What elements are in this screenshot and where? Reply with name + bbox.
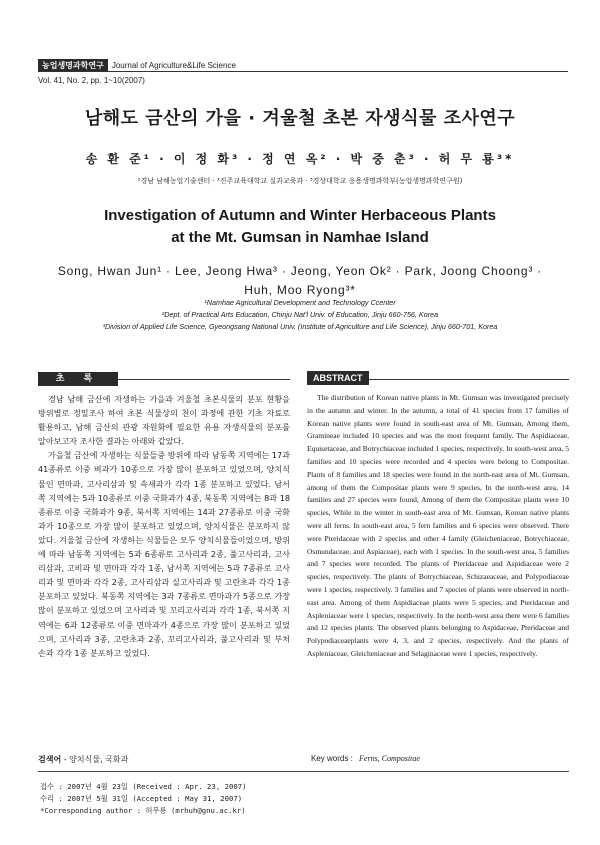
footnote-received: 접수 : 2007년 4월 23일 (Received : Apr. 23, 2007)	[40, 782, 247, 791]
abstract-ko-body	[38, 392, 290, 660]
keywords-ko	[38, 754, 128, 765]
abstract-ko-paragraph-1: 경남 남해 금산에 자생하는 가을과 겨울철 초본식물의 분포 현황을 방위별로 정밀조사 하여 초본 식물상의 천이 과정에 관한 기초 자료로 활용하고, 남해 금산의 관광 자원화에 필요한 유용 자생식물의 분포를 알아보고자 조사한 결과는 아래와 같았다.	[38, 394, 290, 447]
affiliations-en	[30, 297, 570, 333]
keywords-en-label: Key words :	[311, 754, 353, 763]
footnote-accepted: 수리 : 2007년 5월 31일 (Accepted : May 31, 2007)	[40, 794, 243, 804]
abstract-en-header	[307, 366, 569, 392]
footnotes	[40, 781, 560, 818]
paper-title-en	[60, 205, 540, 249]
keywords-en-value: Ferns, Compositae	[359, 754, 420, 763]
authors-en-line2: Huh, Moo Ryong³*	[244, 283, 356, 297]
abstract-ko-label: 초 록	[38, 372, 118, 386]
abstract-en-label: ABSTRACT	[307, 371, 369, 385]
abstract-en-header-bar	[307, 366, 569, 383]
abstract-ko-paragraph-2: 가을철 금산에 자생하는 식물들중 방위에 따라 남동쪽 지역에는 17과 41종류로 이중 벼과가 10종으로 가장 많이 분포하고 있었으며, 양치식물인 면마과, 고사리삼과 및 속새과가 각각 1종 분포하고 있었다. 남서쪽 지역에는 5과 10종류로 이중 국화과가 4종, 북동쪽 지역에는 8과 18종류로 이중 국화과가 9종, 북서쪽 지역에는 14과 27종류로 이중 국화과가 10종으로 가장 많이 분포하고 있었으며, 양치식물은 분포하지 않았다. 겨울철 금산에 자생하는 식물들은 모두 양치식물들이었으며, 방위에 따라 남동쪽 지역에는 5과 6종류로 고사리과 2종, 풀고사리과, 고사리삼과, 고비과 및 면마과 각각 1종, 남서쪽 지역에는 5과 7종류로 고사리과 및 면마과 각각 2종, 고사리삼과 실고사리과 및 고란초과 각각 1종 분포하고 있었다. 북동쪽 지역에는 3과 7종류로 면마과가 5종으로 가장 많이 분포하고 있었으며 고사리과 및 꼬리고사리과 각각 1종, 북서쪽 지역에는 6과 12종류로 이중 면마과가 4종으로 가장 많이 분포하고 있었으며, 고사리과 3종, 고란초과 2종, 꼬리고사리과, 풀고사리과 및 부처손과 각각 1종 분포하고 있었다.	[38, 450, 290, 658]
authors-en	[40, 262, 560, 300]
authors-ko: 송 환 준¹ · 이 정 화³ · 정 연 옥² · 박 중 춘³ · 허 무 룡³*	[85, 152, 515, 166]
keywords-en	[311, 754, 420, 763]
abstract-ko-header	[38, 366, 290, 384]
journal-header	[38, 58, 568, 85]
journal-header-rule	[38, 71, 568, 72]
abstract-en-body: The distribution of Korean native plants in Mt. Gumsan was investigated precisely in the autumn and winter. In the autumn, a total of 41 species from 17 families of Korean native plants were found in south-east area of Mt. Gumsan, Among them, Gramineae included 10 species and was the most frequent family. The Aspidiaceae, Equisetaceae, and Botrychiaceae included 1 species, respectively. In south-west area, 5 families and 10 species were recorded and 4 species were belong to Compositae. Plants of 8 families and 18 species were found in the north-east area of Mt. Gumsan, among of them the Compositae plants were 9 species, In the north-west area, 14 families and 27 species were found, Among of them the Compositae plants were 10 species, While in the winter in south-east area of Mt. Gumsan, Korean native plants were all ferns. In south-east area, 5 fern families and 6 species were observed. There were Pteridaceae with 2 species and other 4 family (Gleicheniaceae, Botrychiaceae, Osmundaceae, and Aspiaceae), each with 1 species. In the south-west area, 5 families and 7 species were recorded. The plants of Pteridaceae and Aspidiaceae were 2 species, respectively. The plants of Botrychiaceae, Schizaeaceae, and Polypodiaceae were 1 species, respectively. 3 families and 7 species of plants were observed in north-east area. Among of them Aspidiaceae plants were 5 species, and Pteridaceae and Aspleniaceae were 1 species, respectively. In the north-west area there were 6 families and 12 species plants. The observed plants belonging to Aspidaceae, Pteridaceae and Polypodiaceaeplants were 4, 3, and 2 species, respectively. And the plants of Aspleniaceae, Gleicheniaceae and Selaginaceae were 1 species, respectively.	[307, 393, 569, 658]
authors-en-line1: Song, Hwan Jun¹ · Lee, Jeong Hwa³ · Jeong, Yeon Ok² · Park, Joong Choong³ ·	[57, 264, 543, 278]
journal-volume: Vol. 41, No. 2, pp. 1~10(2007)	[38, 76, 145, 85]
affiliation-en-3: ³Division of Applied Life Science, Gyeongsang National Univ. (Institute of Agriculture and Life Science), Jinju 660-701, Korea	[102, 322, 498, 331]
keywords-ko-label: 검색어	[38, 755, 62, 764]
keywords-ko-value: - 양치식물, 국화과	[63, 755, 129, 764]
paper-title-en-line2: at the Mt. Gumsan in Namhae Island	[171, 229, 429, 246]
journal-name-en: Journal of Agriculture&Life Science	[111, 60, 236, 70]
affiliation-en-2: ²Dept. of Practical Arts Education, Chinju Nat'l Univ. of Education, Jinju 660-756, Korea	[161, 310, 439, 319]
footnote-corresponding: *Corresponding author : 허무룡 (mrhuh@gnu.ac.kr)	[40, 806, 246, 816]
footnote-rule	[38, 771, 569, 772]
affiliations-ko: ¹경남 남해농업기술센터 · ²진주교육대학교 실과교육과 · ³경상대학교 응용생명과학부(농업생명과학연구원)	[137, 177, 463, 185]
paper-title-en-line1: Investigation of Autumn and Winter Herbaceous Plants	[104, 207, 496, 224]
affiliation-en-1: ¹Namhae Agricultural Development and Technology Ccenter	[204, 298, 396, 307]
abstract-ko-column	[38, 366, 290, 660]
paper-title-ko: 남해도 금산의 가을 · 겨울철 초본 자생식물 조사연구	[84, 108, 516, 129]
journal-title-line	[38, 58, 568, 72]
journal-name-ko: 농업생명과학연구	[38, 59, 108, 72]
